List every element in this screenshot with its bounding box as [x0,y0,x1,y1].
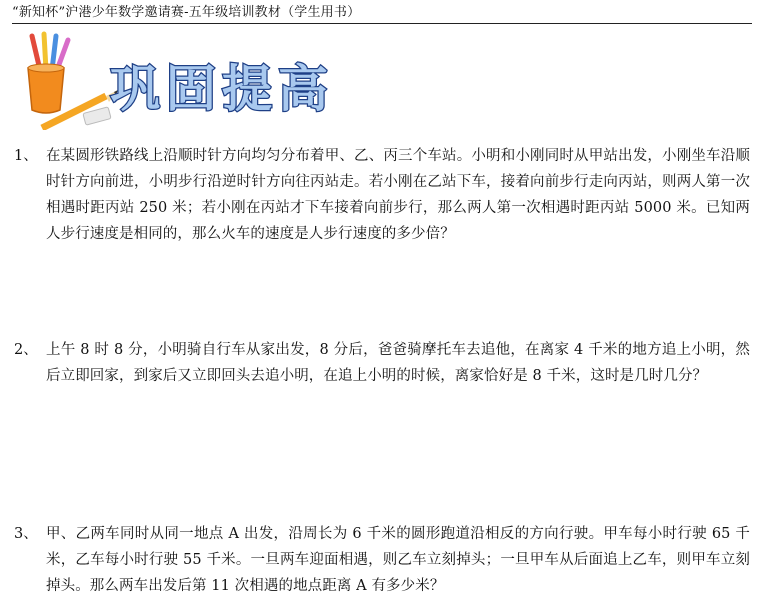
question-number: 3、 [14,526,38,542]
page-header [12,4,752,24]
question-3 [14,521,754,599]
question-text: 在某圆形铁路线上沿顺时针方向均匀分布着甲、乙、丙三个车站。小明和小刚同时从甲站出发，小刚坐车沿顺时针方向前进，小明步行沿逆时针方向往丙站走。若小刚在乙站下车，接着向前步行走向丙站，则两人第一次相遇时距丙站 250 米；若小刚在丙站才下车接着向前步行，那么两人第一次相遇时距丙站 5000 米。已知两人步行速度是相同的，那么火车的速度是人步行速度的多少倍？ [46,148,750,242]
logo-title: 巩固提高 [110,60,334,118]
question-2 [14,337,754,389]
section-logo [22,30,342,130]
question-1 [14,143,754,247]
pencil-cup-icon [28,34,118,128]
question-number: 2、 [14,342,38,358]
question-text: 上午 8 时 8 分，小明骑自行车从家出发，8 分后，爸爸骑摩托车去追他，在离家 4 千米的地方追上小明，然后立即回家，到家后又立即回头去追小明，在追上小明的时候，离家恰好是 8 千米，这时是几时几分？ [46,342,750,384]
question-text: 甲、乙两车同时从同一地点 A 出发，沿周长为 6 千米的圆形跑道沿相反的方向行驶。甲车每小时行驶 65 千米，乙车每小时行驶 55 千米。一旦两车迎面相遇，则乙车立刻掉头；一旦甲车从后面追上乙车，则甲车立刻掉头。那么两车出发后第 11 次相遇的地点距离 A 有多少米？ [46,526,750,594]
question-number: 1、 [14,148,38,164]
header-text: “新知杯”沪港少年数学邀请赛-五年级培训教材（学生用书） [12,5,361,20]
